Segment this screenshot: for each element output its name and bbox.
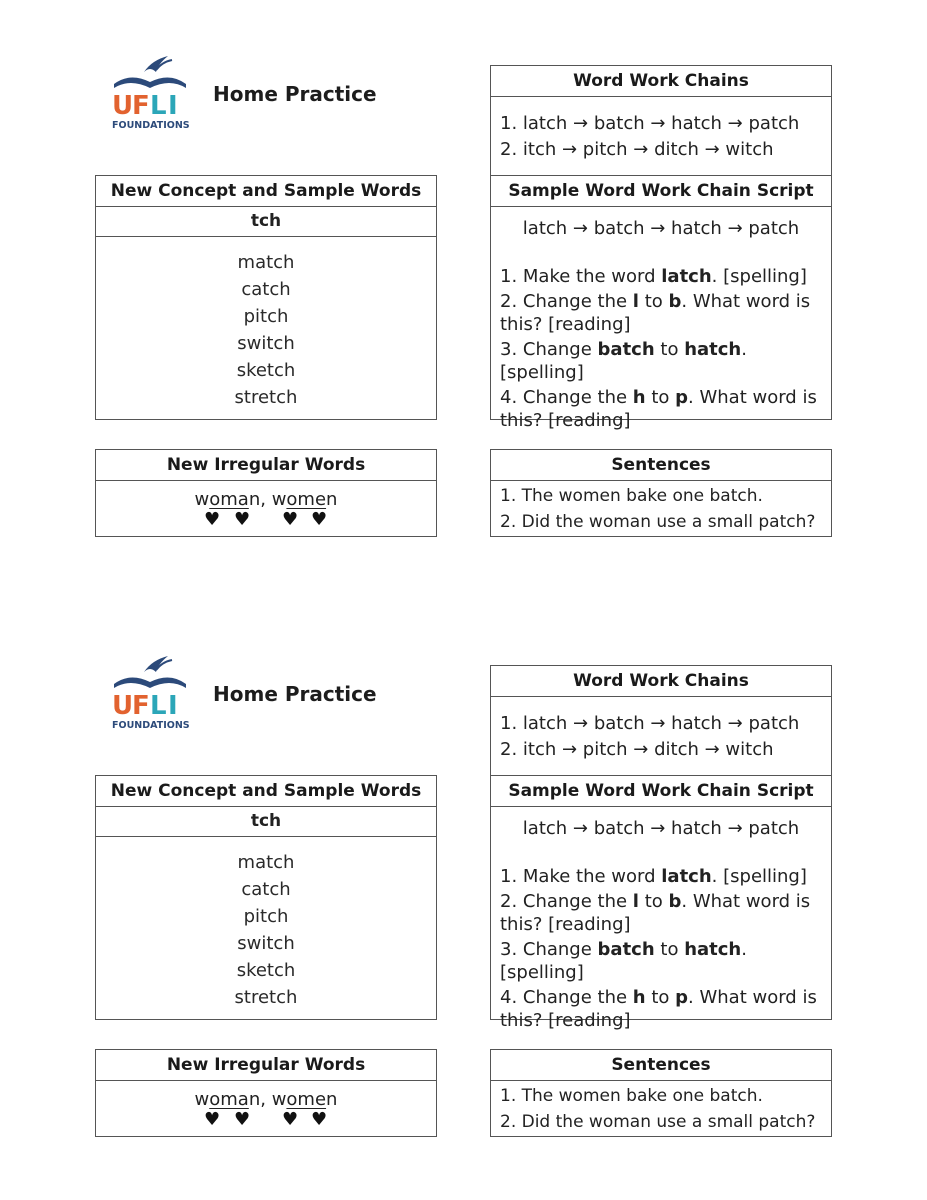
heart-icon: ♥ bbox=[311, 1109, 328, 1130]
chain-script-header: Sample Word Work Chain Script bbox=[491, 776, 831, 807]
sample-word: match bbox=[237, 852, 295, 873]
irregular-words-box bbox=[95, 1049, 437, 1137]
heart-marks bbox=[96, 1111, 436, 1131]
sample-word: pitch bbox=[243, 906, 289, 927]
sample-word: catch bbox=[241, 879, 291, 900]
new-concept-header: New Concept and Sample Words bbox=[96, 176, 436, 207]
script-step: 1. Make the word latch. [spelling] bbox=[500, 866, 807, 887]
svg-text:I: I bbox=[168, 91, 178, 121]
svg-text:I: I bbox=[168, 691, 178, 721]
chain-script-header: Sample Word Work Chain Script bbox=[491, 176, 831, 207]
word-work-chains-box bbox=[490, 665, 832, 777]
svg-text:U: U bbox=[112, 691, 134, 721]
sentence: 1. The women bake one batch. bbox=[500, 1086, 763, 1106]
chain-line: 1. latch → batch → hatch → patch bbox=[500, 713, 800, 734]
chain-script-box bbox=[490, 175, 832, 431]
chain-script-box bbox=[490, 775, 832, 1031]
script-step: 1. Make the word latch. [spelling] bbox=[500, 266, 807, 287]
script-chain: latch → batch → hatch → patch bbox=[522, 218, 800, 239]
new-concept-box bbox=[95, 775, 437, 1020]
concept-pattern: tch bbox=[96, 207, 436, 237]
irregular-words-text: woman, women bbox=[194, 1089, 338, 1110]
irregular-words-header: New Irregular Words bbox=[96, 1050, 436, 1081]
script-step: 3. Change batch to hatch. [spelling] bbox=[500, 939, 747, 983]
irregular-words-text: woman, women bbox=[194, 489, 338, 510]
practice-card-bottom bbox=[0, 600, 927, 1200]
sentence: 2. Did the woman use a small patch? bbox=[500, 1112, 816, 1132]
ufli-logo bbox=[110, 650, 190, 732]
sample-word: switch bbox=[237, 933, 295, 954]
svg-text:F: F bbox=[132, 91, 150, 121]
chain-line: 1. latch → batch → hatch → patch bbox=[500, 113, 800, 134]
sample-word: catch bbox=[241, 279, 291, 300]
heart-icon: ♥ bbox=[282, 509, 299, 530]
sample-word: stretch bbox=[234, 987, 298, 1008]
heart-marks bbox=[96, 511, 436, 531]
word-work-chains-box bbox=[490, 65, 832, 177]
script-chain: latch → batch → hatch → patch bbox=[522, 818, 800, 839]
word-work-chains-header: Word Work Chains bbox=[491, 66, 831, 97]
concept-pattern: tch bbox=[96, 807, 436, 837]
irregular-words-box bbox=[95, 449, 437, 537]
sentence: 1. The women bake one batch. bbox=[500, 486, 763, 506]
heart-icon: ♥ bbox=[204, 509, 221, 530]
svg-text:L: L bbox=[150, 691, 167, 721]
logo-foundations: FOUNDATIONS bbox=[112, 120, 190, 131]
sample-word: sketch bbox=[236, 960, 296, 981]
svg-text:U: U bbox=[112, 91, 134, 121]
script-step: 2. Change the l to b. What word is this? [reading] bbox=[500, 291, 811, 335]
sentences-header: Sentences bbox=[491, 450, 831, 481]
word-work-chains-header: Word Work Chains bbox=[491, 666, 831, 697]
chain-line: 2. itch → pitch → ditch → witch bbox=[500, 739, 774, 760]
heart-icon: ♥ bbox=[311, 509, 328, 530]
sentences-box bbox=[490, 449, 832, 537]
sample-word: stretch bbox=[234, 387, 298, 408]
script-step: 3. Change batch to hatch. [spelling] bbox=[500, 339, 747, 383]
page-title: Home Practice bbox=[213, 82, 377, 106]
sample-word: pitch bbox=[243, 306, 289, 327]
svg-text:F: F bbox=[132, 691, 150, 721]
ufli-logo bbox=[110, 50, 190, 132]
script-step: 4. Change the h to p. What word is this? [reading] bbox=[500, 987, 817, 1031]
script-step: 4. Change the h to p. What word is this? [reading] bbox=[500, 387, 817, 431]
sample-word: match bbox=[237, 252, 295, 273]
heart-icon: ♥ bbox=[234, 509, 251, 530]
svg-text:L: L bbox=[150, 91, 167, 121]
logo-foundations: FOUNDATIONS bbox=[112, 720, 190, 731]
sentences-box bbox=[490, 1049, 832, 1137]
irregular-words-header: New Irregular Words bbox=[96, 450, 436, 481]
new-concept-header: New Concept and Sample Words bbox=[96, 776, 436, 807]
heart-icon: ♥ bbox=[282, 1109, 299, 1130]
chain-line: 2. itch → pitch → ditch → witch bbox=[500, 139, 774, 160]
sample-word: sketch bbox=[236, 360, 296, 381]
page-title: Home Practice bbox=[213, 682, 377, 706]
sentences-header: Sentences bbox=[491, 1050, 831, 1081]
script-steps bbox=[491, 865, 831, 1032]
heart-icon: ♥ bbox=[234, 1109, 251, 1130]
script-steps bbox=[491, 265, 831, 432]
heart-icon: ♥ bbox=[204, 1109, 221, 1130]
sample-word: switch bbox=[237, 333, 295, 354]
sentence: 2. Did the woman use a small patch? bbox=[500, 512, 816, 532]
new-concept-box bbox=[95, 175, 437, 420]
script-step: 2. Change the l to b. What word is this? [reading] bbox=[500, 891, 811, 935]
